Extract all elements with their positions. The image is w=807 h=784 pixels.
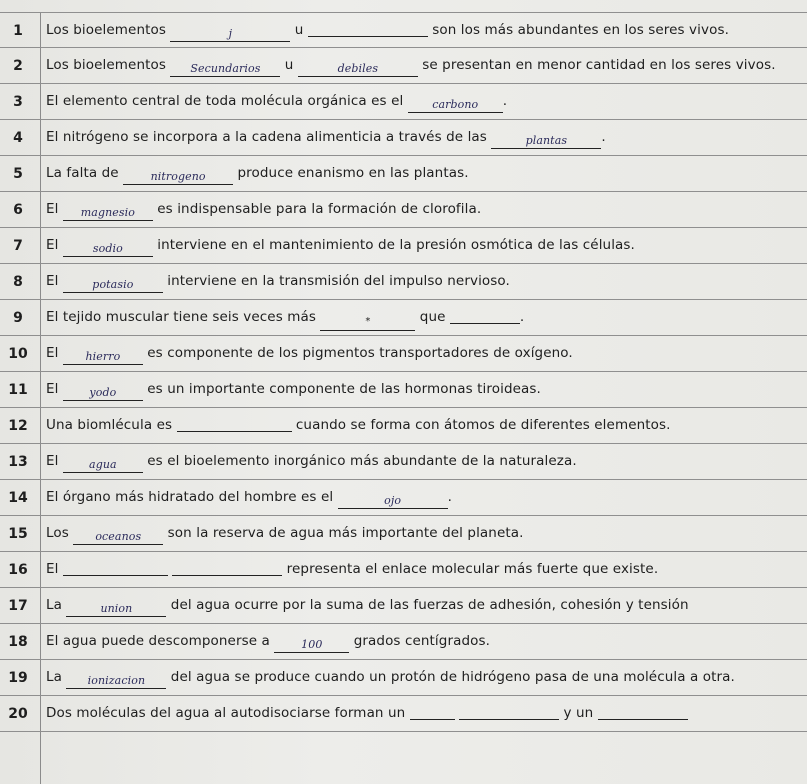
answer-blank[interactable]: Secundarios <box>170 62 280 77</box>
question-number: 9 <box>13 310 23 326</box>
question-text: Los oceanos son la reserva de agua más importante del planeta. <box>46 525 524 543</box>
answer-blank[interactable]: hierro <box>63 350 143 365</box>
question-text: El potasio interviene en la transmisión del impulso nervioso. <box>46 273 510 291</box>
question-number: 3 <box>13 94 23 110</box>
question-number: 16 <box>8 562 28 578</box>
question-row <box>0 660 807 696</box>
question-number: 15 <box>8 526 28 542</box>
answer-blank[interactable]: nitrogeno <box>123 170 233 185</box>
answer-blank[interactable]: debiles <box>298 62 418 77</box>
answer-blank[interactable]: ionizacion <box>66 674 166 689</box>
question-number: 8 <box>13 274 23 290</box>
question-text: La union del agua ocurre por la suma de las fuerzas de adhesión, cohesión y tensión <box>46 597 689 615</box>
question-number: 19 <box>8 670 28 686</box>
question-text: Los bioelementos j u son los más abundantes en los seres vivos. <box>46 22 729 40</box>
answer-blank[interactable]: yodo <box>63 386 143 401</box>
question-row <box>0 372 807 408</box>
question-text: El tejido muscular tiene seis veces más * que . <box>46 309 524 331</box>
question-number: 7 <box>13 238 23 254</box>
answer-blank[interactable]: plantas <box>491 134 601 149</box>
question-number: 6 <box>13 202 23 218</box>
answer-blank[interactable]: potasio <box>63 278 163 293</box>
question-text: La ionizacion del agua se produce cuando un protón de hidrógeno pasa de una molécula a otra. <box>46 669 735 687</box>
answer-blank[interactable]: * <box>320 316 415 331</box>
question-number: 20 <box>8 706 28 722</box>
answer-blank[interactable] <box>63 561 168 576</box>
question-row <box>0 156 807 192</box>
answer-blank[interactable] <box>177 417 292 432</box>
question-number: 5 <box>13 166 23 182</box>
question-number: 18 <box>8 634 28 650</box>
question-row <box>0 408 807 444</box>
question-row <box>0 84 807 120</box>
question-row <box>0 588 807 624</box>
answer-blank[interactable]: sodio <box>63 242 153 257</box>
answer-blank[interactable]: union <box>66 602 166 617</box>
question-row <box>0 120 807 156</box>
answer-blank[interactable]: ojo <box>338 494 448 509</box>
answer-blank[interactable]: oceanos <box>73 530 163 545</box>
question-row <box>0 696 807 732</box>
question-row <box>0 300 807 336</box>
question-text: El agua es el bioelemento inorgánico más abundante de la naturaleza. <box>46 453 577 471</box>
question-row <box>0 624 807 660</box>
question-text: El yodo es un importante componente de las hormonas tiroideas. <box>46 381 541 399</box>
question-number: 13 <box>8 454 28 470</box>
question-row <box>0 48 807 84</box>
question-row <box>0 480 807 516</box>
answer-blank[interactable]: magnesio <box>63 206 153 221</box>
question-number: 4 <box>13 130 23 146</box>
answer-blank[interactable]: 100 <box>274 638 349 653</box>
answer-blank[interactable] <box>459 705 559 720</box>
question-row <box>0 552 807 588</box>
answer-blank[interactable] <box>410 705 455 720</box>
question-text: El órgano más hidratado del hombre es el ojo . <box>46 489 453 507</box>
question-number: 14 <box>8 490 28 506</box>
question-text: Dos moléculas del agua al autodisociarse forman un y un <box>46 705 688 721</box>
question-number: 11 <box>8 382 28 398</box>
question-number: 10 <box>8 346 28 362</box>
question-text: La falta de nitrogeno produce enanismo en las plantas. <box>46 165 469 183</box>
question-text: El sodio interviene en el mantenimiento de la presión osmótica de las células. <box>46 237 635 255</box>
question-number: 1 <box>13 23 23 39</box>
question-row <box>0 516 807 552</box>
question-text: El magnesio es indispensable para la formación de clorofila. <box>46 201 482 219</box>
question-text: El hierro es componente de los pigmentos transportadores de oxígeno. <box>46 345 573 363</box>
question-row <box>0 336 807 372</box>
question-row <box>0 264 807 300</box>
question-text: El representa el enlace molecular más fuerte que existe. <box>46 561 659 577</box>
question-text: Una biomlécula es cuando se forma con átomos de diferentes elementos. <box>46 417 671 433</box>
answer-blank[interactable] <box>172 561 282 576</box>
question-row <box>0 192 807 228</box>
question-number: 17 <box>8 598 28 614</box>
answer-blank[interactable] <box>450 309 520 324</box>
answer-blank[interactable]: carbono <box>408 98 503 113</box>
question-text: El agua puede descomponerse a 100 grados centígrados. <box>46 633 491 651</box>
question-text: El elemento central de toda molécula orgánica es el carbono . <box>46 93 508 111</box>
question-text: El nitrógeno se incorpora a la cadena alimenticia a través de las plantas . <box>46 129 606 147</box>
answer-blank[interactable]: agua <box>63 458 143 473</box>
answer-blank[interactable] <box>308 22 428 37</box>
question-number: 2 <box>13 58 23 74</box>
question-row <box>0 228 807 264</box>
question-row <box>0 12 807 48</box>
question-row <box>0 444 807 480</box>
question-number: 12 <box>8 418 28 434</box>
question-text: Los bioelementos Secundarios u debiles se presentan en menor cantidad en los seres vivos. <box>46 57 776 75</box>
answer-blank[interactable]: j <box>170 27 290 42</box>
answer-blank[interactable] <box>598 705 688 720</box>
